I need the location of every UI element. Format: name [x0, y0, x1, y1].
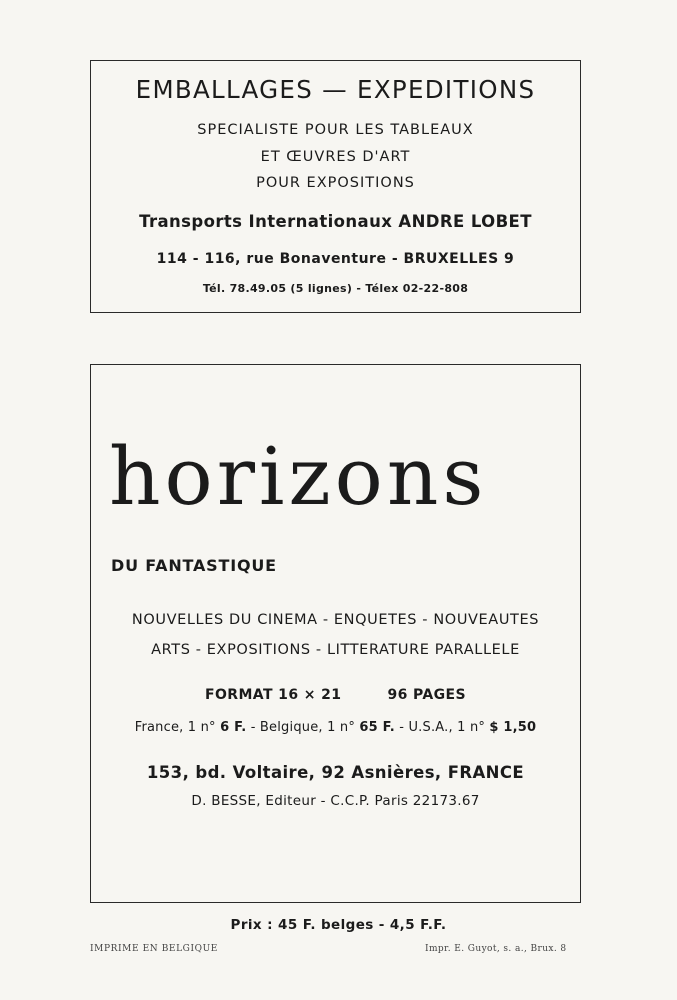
format-line [91, 687, 580, 703]
ad-subtitle-line: SPECIALISTE POUR LES TABLEAUX [197, 122, 474, 138]
topics-line: ARTS - EXPOSITIONS - LITTERATURE PARALLELE [151, 642, 520, 658]
publisher-address: 153, bd. Voltaire, 92 Asnières, FRANCE [146, 763, 525, 782]
format-size: FORMAT 16 × 21 [205, 687, 342, 703]
page-count: 96 PAGES [387, 687, 466, 703]
price-usa: $ 1,50 [489, 720, 537, 735]
ad-heading: EMBALLAGES — EXPEDITIONS [135, 75, 536, 104]
price-france: 6 F. [220, 720, 247, 735]
company-address: 114 - 116, rue Bonaventure - BRUXELLES 9 [156, 251, 515, 267]
price-list [91, 720, 580, 735]
topics-line: NOUVELLES DU CINEMA - ENQUETES - NOUVEAUTES [131, 612, 540, 628]
price-belgique: 65 F. [359, 720, 395, 735]
price-usa-label: - U.S.A., 1 n° [394, 720, 490, 735]
magazine-title: horizons [109, 430, 488, 523]
printer-note: Impr. E. Guyot, s. a., Brux. 8 [425, 944, 567, 954]
ad-subtitle-line: POUR EXPOSITIONS [256, 175, 415, 191]
packaging-advertisement [90, 60, 581, 313]
company-name: Transports Internationaux ANDRE LOBET [139, 212, 532, 231]
magazine-subtitle: DU FANTASTIQUE [111, 556, 277, 575]
ad-subtitle-line: ET ŒUVRES D'ART [260, 149, 411, 165]
magazine-advertisement [90, 364, 581, 903]
publisher-info: D. BESSE, Editeur - C.C.P. Paris 22173.67 [191, 793, 480, 809]
price-france-label: France, 1 n° [134, 720, 221, 735]
company-phone: Tél. 78.49.05 (5 lignes) - Télex 02-22-808 [202, 282, 469, 295]
printed-in-note: IMPRIME EN BELGIQUE [90, 944, 218, 954]
issue-price: Prix : 45 F. belges - 4,5 F.F. [230, 917, 447, 933]
price-belgique-label: - Belgique, 1 n° [246, 720, 360, 735]
